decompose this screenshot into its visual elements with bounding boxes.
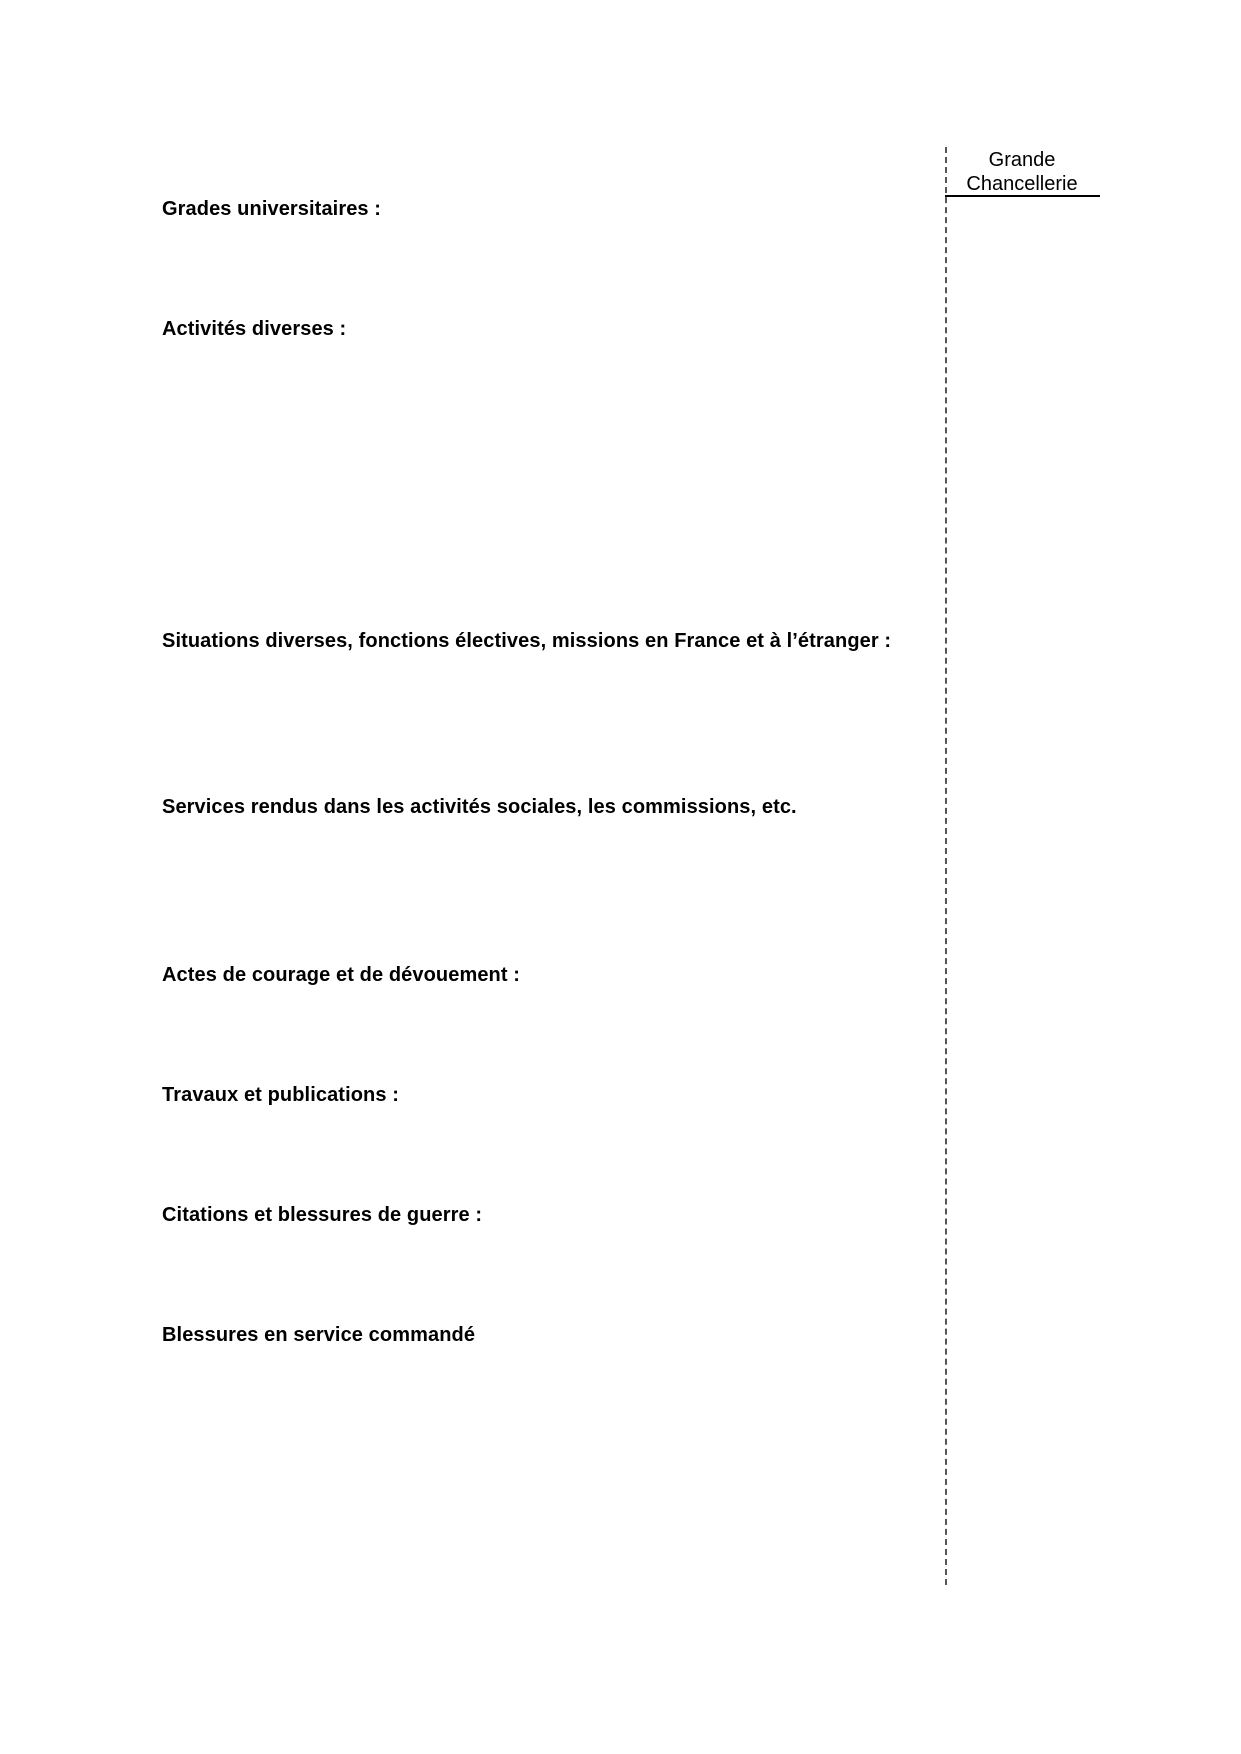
- section-heading-grades-universitaires: Grades universitaires :: [162, 198, 382, 220]
- margin-header-underline: [945, 195, 1100, 197]
- margin-dashed-rule: [945, 147, 947, 1585]
- section-heading-situations-diverses: Situations diverses, fonctions électives, missions en France et à l’étranger :: [162, 630, 892, 652]
- section-heading-services-rendus: Services rendus dans les activités sociales, les commissions, etc.: [162, 796, 797, 818]
- section-heading-citations-blessures-guerre: Citations et blessures de guerre :: [162, 1204, 483, 1226]
- section-heading-travaux-publications: Travaux et publications :: [162, 1084, 400, 1106]
- margin-column-header: [946, 148, 1098, 196]
- section-heading-activites-diverses: Activités diverses :: [162, 318, 347, 340]
- margin-header-line1: Grande: [988, 149, 1056, 171]
- section-heading-actes-de-courage: Actes de courage et de dévouement :: [162, 964, 521, 986]
- section-heading-blessures-service-commande: Blessures en service commandé: [162, 1324, 476, 1346]
- margin-header-line2: Chancellerie: [966, 173, 1078, 195]
